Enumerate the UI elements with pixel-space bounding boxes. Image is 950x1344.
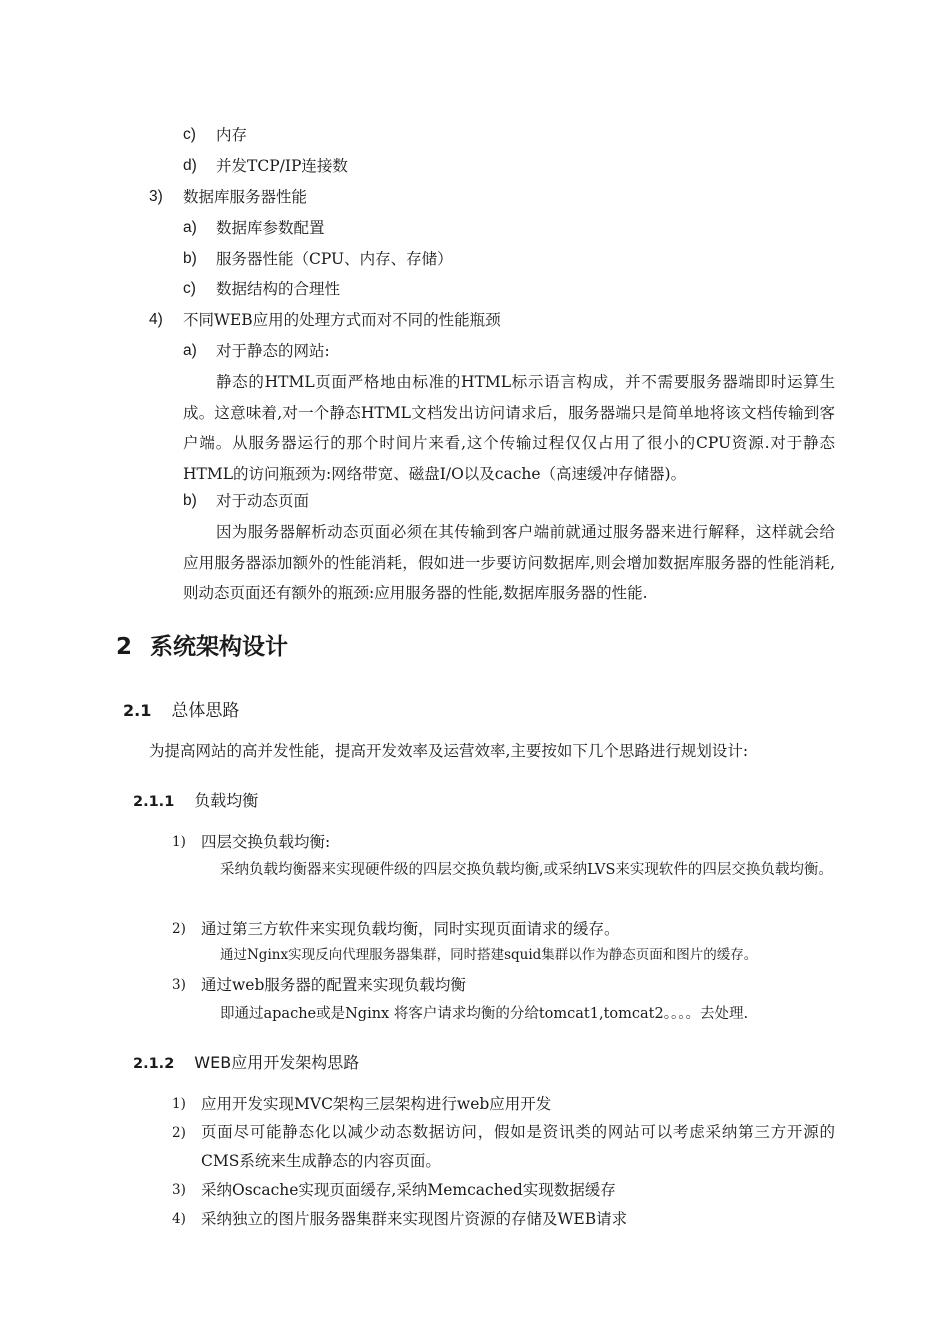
list-item: 页面尽可能静态化以减少动态数据访问，假如是资讯类的网站可以考虑采纳第三方开源的CMS系统来生成静态的内容页面。 — [201, 1123, 835, 1170]
list-label: c) — [183, 126, 196, 143]
list-item: 数据结构的合理性 — [216, 280, 341, 298]
list-item: 数据库参数配置 — [216, 219, 325, 237]
list-item: 应用开发实现MVC架构三层架构进行web应用开发 — [201, 1095, 552, 1113]
list-item: 四层交换负载均衡: — [201, 833, 331, 851]
list-label: 2) — [172, 1125, 186, 1141]
subsubsection-number: 2.1.1 — [133, 794, 175, 810]
list-item: 通过web服务器的配置来实现负载均衡 — [201, 976, 466, 994]
subsubsection-title: 负载均衡 — [194, 791, 259, 810]
subsubsection-heading — [133, 790, 258, 813]
list-item-detail: 采纳负载均衡器来实现硬件级的四层交换负载均衡,或采纳LVS来实现软件的四层交换负载均衡。 — [220, 862, 833, 878]
list-item: 采纳Oscache实现页面缓存,采纳Memcached实现数据缓存 — [201, 1181, 616, 1199]
section-number: 2 — [116, 634, 133, 660]
list-item: 对于静态的网站: — [216, 342, 330, 360]
list-item: 服务器性能（CPU、内存、存储） — [216, 250, 453, 268]
section-heading — [116, 632, 288, 662]
subsection-number: 2.1 — [123, 701, 152, 720]
static-site-paragraph: 静态的HTML页面严格地由标准的HTML标示语言构成，并不需要服务器端即时运算生成。这意味着,对一个静态HTML文档发出访问请求后，服务器端只是简单地将该文档传输到客户端。从服务器运行的那个时间片来看,这个传输过程仅仅占用了很小的CPU资源.对于静态HTML的访问瓶颈为:网络带宽、磁盘I/O以及cache（高速缓冲存储器)。 — [183, 373, 835, 483]
list-label: b) — [183, 250, 197, 267]
dynamic-page-paragraph: 因为服务器解析动态页面必须在其传输到客户端前就通过服务器来进行解释，这样就会给应用服务器添加额外的性能消耗，假如进一步要访问数据库,则会增加数据库服务器的性能消耗,则动态页面还有额外的瓶颈:应用服务器的性能,数据库服务器的性能. — [183, 523, 835, 602]
subsubsection-title: WEB应用开发架构思路 — [194, 1053, 360, 1072]
list-label: 4) — [149, 311, 163, 328]
list-item: 采纳独立的图片服务器集群来实现图片资源的存储及WEB请求 — [201, 1210, 628, 1228]
list-item: 内存 — [216, 126, 248, 144]
list-label: 3) — [149, 188, 163, 205]
list-label: d) — [183, 157, 197, 174]
list-item-detail: 通过Nginx实现反向代理服务器集群，同时搭建squid集群以作为静态页面和图片的缓存。 — [220, 947, 758, 963]
section-title: 系统架构设计 — [150, 634, 289, 660]
list-label: a) — [183, 342, 197, 359]
list-label: b) — [183, 492, 197, 509]
subsubsection-number: 2.1.2 — [133, 1056, 175, 1072]
list-item: 对于动态页面 — [216, 492, 310, 510]
list-item: 数据库服务器性能 — [183, 188, 308, 206]
intro-paragraph: 为提高网站的高并发性能，提高开发效率及运营效率,主要按如下几个思路进行规划设计: — [149, 742, 749, 760]
list-item: 不同WEB应用的处理方式而对不同的性能瓶颈 — [183, 311, 501, 329]
list-label: c) — [183, 280, 196, 297]
list-item: 通过第三方软件来实现负载均衡，同时实现页面请求的缓存。 — [201, 920, 620, 938]
list-label: 3) — [172, 1182, 186, 1198]
subsection-heading — [123, 699, 239, 723]
list-item: 并发TCP/IP连接数 — [216, 157, 348, 175]
list-item-detail: 即通过apache或是Nginx 将客户请求均衡的分给tomcat1,tomcat2。。。。去处理. — [220, 1006, 749, 1022]
subsubsection-heading — [133, 1052, 359, 1075]
list-label: 4) — [172, 1211, 186, 1227]
list-label: 1) — [172, 1096, 186, 1112]
subsection-title: 总体思路 — [171, 701, 240, 721]
list-label: a) — [183, 219, 197, 236]
list-label: 2) — [172, 921, 186, 937]
list-label: 1) — [172, 834, 186, 850]
list-label: 3) — [172, 977, 186, 993]
